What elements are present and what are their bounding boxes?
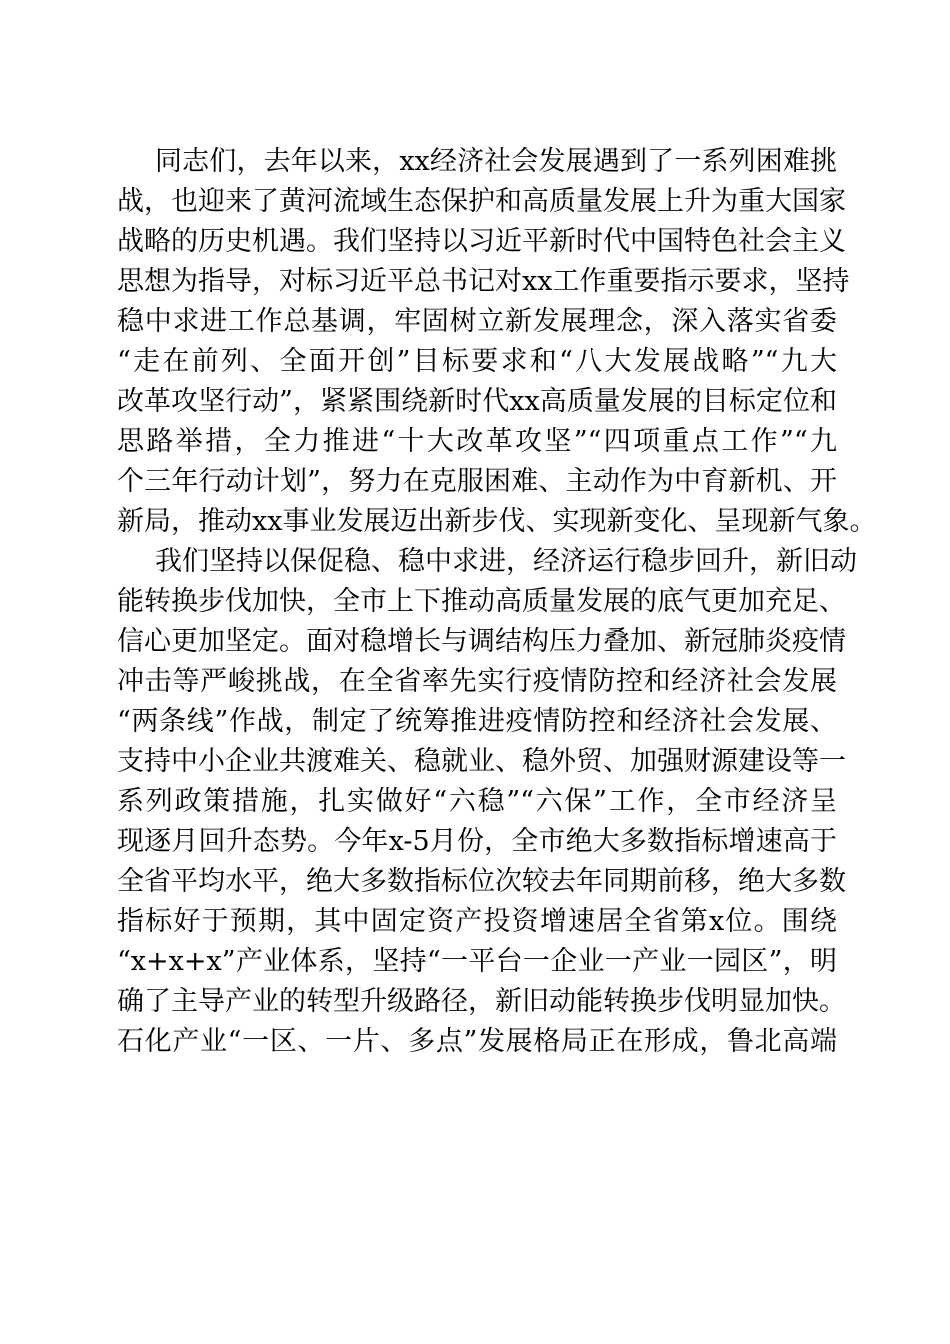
text-line: 石化产业“一区、一片、多点”发展格局正在形成，鲁北高端 bbox=[117, 1026, 837, 1057]
text-line: 现逐月回升态势。今年x-5月份，全市绝大多数指标增速高于 bbox=[117, 826, 837, 857]
text-line: 稳中求进工作总基调，牢固树立新发展理念，深入落实省委 bbox=[117, 306, 837, 337]
text-line: 冲击等严峻挑战，在全省率先实行疫情防控和经济社会发展 bbox=[117, 666, 837, 697]
text-line: 改革攻坚行动”，紧紧围绕新时代xx高质量发展的目标定位和 bbox=[117, 386, 837, 417]
paragraph bbox=[117, 142, 877, 542]
text-line: 确了主导产业的转型升级路径，新旧动能转换步伐明显加快。 bbox=[117, 986, 846, 1017]
text-line: 信心更加坚定。面对稳增长与调结构压力叠加、新冠肺炎疫情 bbox=[117, 626, 846, 657]
text-line: 同志们，去年以来，xx经济社会发展遇到了一系列困难挑 bbox=[155, 146, 837, 177]
text-line: “两条线”作战，制定了统筹推进疫情防控和经济社会发展、 bbox=[117, 706, 837, 737]
text-line: 思路举措，全力推进“十大改革攻坚”“四项重点工作”“九 bbox=[117, 426, 837, 457]
text-line: “走在前列、全面开创”目标要求和“八大发展战略”“九大 bbox=[117, 346, 837, 377]
text-line: “x+x+x”产业体系，坚持“一平台一企业一产业一园区”，明 bbox=[117, 946, 837, 977]
text-line: 支持中小企业共渡难关、稳就业、稳外贸、加强财源建设等一 bbox=[117, 746, 846, 777]
text-line: 战，也迎来了黄河流域生态保护和高质量发展上升为重大国家 bbox=[117, 186, 846, 217]
text-line: 我们坚持以保促稳、稳中求进，经济运行稳步回升，新旧动 bbox=[155, 546, 857, 577]
text-line: 个三年行动计划”，努力在克服困难、主动作为中育新机、开 bbox=[117, 466, 837, 497]
paragraph bbox=[117, 542, 857, 1062]
text-line: 全省平均水平，绝大多数指标位次较去年同期前移，绝大多数 bbox=[117, 866, 846, 897]
text-line: 战略的历史机遇。我们坚持以习近平新时代中国特色社会主义 bbox=[117, 226, 846, 257]
text-line: 指标好于预期，其中固定资产投资增速居全省第x位。围绕 bbox=[117, 906, 837, 937]
body-text bbox=[117, 142, 877, 1062]
text-line: 系列政策措施，扎实做好“六稳”“六保”工作，全市经济呈 bbox=[117, 786, 837, 817]
text-line: 能转换步伐加快，全市上下推动高质量发展的底气更加充足、 bbox=[117, 586, 846, 617]
text-line: 思想为指导，对标习近平总书记对xx工作重要指示要求，坚持 bbox=[117, 266, 850, 297]
text-line: 新局，推动xx事业发展迈出新步伐、实现新变化、呈现新气象。 bbox=[117, 506, 877, 537]
